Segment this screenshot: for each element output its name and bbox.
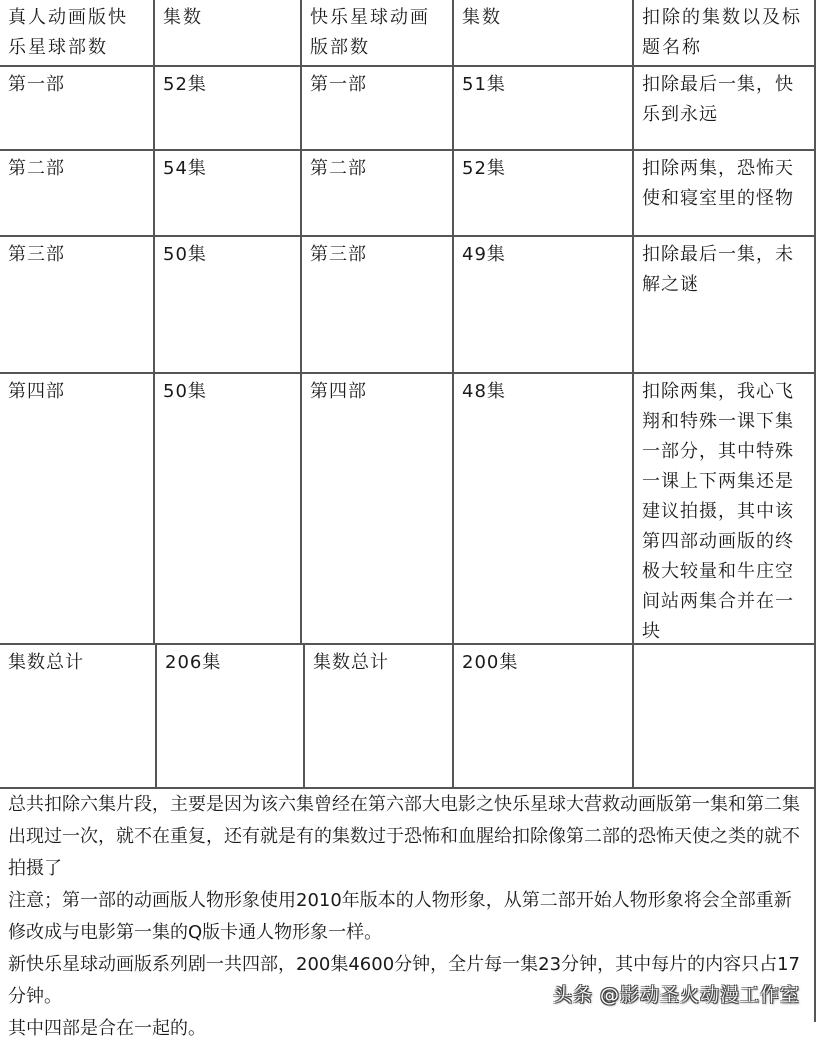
- table-cell: 48集: [454, 374, 634, 643]
- table-cell: 200集: [454, 645, 634, 787]
- table-total-row: [0, 645, 816, 789]
- note-paragraph: 其中四部是合在一起的。: [8, 1018, 206, 1039]
- table-cell: 第三部: [302, 237, 454, 372]
- table-cell: 扣除最后一集，快乐到永远: [634, 67, 816, 149]
- table-row: [0, 67, 816, 151]
- table-cell: 集数总计: [305, 645, 454, 787]
- table-cell: 51集: [454, 67, 634, 149]
- note-paragraph: 总共扣除六集片段，主要是因为该六集曾经在第六部大电影之快乐星球大营救动画版第一集和第二集出现过一次，就不在重复，还有就是有的集数过于恐怖和血腥给扣除像第二部的恐怖天使之类的就不拍摄了: [8, 794, 800, 879]
- header-cell: 集数: [155, 0, 302, 65]
- table-cell: 50集: [155, 374, 302, 643]
- table-row: [0, 237, 816, 374]
- table-cell: 52集: [155, 67, 302, 149]
- header-cell: 集数: [454, 0, 634, 65]
- table-cell: 52集: [454, 151, 634, 235]
- note-paragraph: 新快乐星球动画版系列剧一共四部，200集4600分钟，全片每一集23分钟，其中每片的内容只占17分钟。: [8, 954, 800, 1007]
- table-cell: 扣除最后一集，未解之谜: [634, 237, 816, 372]
- table-cell: 第二部: [0, 151, 155, 235]
- header-cell: 真人动画版快乐星球部数: [0, 0, 155, 65]
- table-cell: 50集: [155, 237, 302, 372]
- table-cell: 第四部: [0, 374, 155, 643]
- table-cell: [634, 645, 816, 787]
- table-cell: 第一部: [302, 67, 454, 149]
- table-cell: 第二部: [302, 151, 454, 235]
- table-cell: 206集: [157, 645, 305, 787]
- table-row: [0, 374, 816, 645]
- note-paragraph: 注意；第一部的动画版人物形象使用2010年版本的人物形象，从第二部开始人物形象将会全部重新修改成与电影第一集的Q版卡通人物形象一样。: [8, 890, 792, 943]
- table-cell: 54集: [155, 151, 302, 235]
- header-cell: 扣除的集数以及标题名称: [634, 0, 816, 65]
- table-cell: 第一部: [0, 67, 155, 149]
- header-cell: 快乐星球动画版部数: [302, 0, 454, 65]
- table-cell: 49集: [454, 237, 634, 372]
- watermark: 头条 @影动圣火动漫工作室: [552, 984, 800, 1006]
- table-cell: 扣除两集，恐怖天使和寝室里的怪物: [634, 151, 816, 235]
- table-cell: 集数总计: [0, 645, 157, 787]
- table-header-row: [0, 0, 816, 67]
- table-cell: 第三部: [0, 237, 155, 372]
- table-cell: 扣除两集，我心飞翔和特殊一课下集一部分，其中特殊一课上下两集还是建议拍摄，其中该第四部动画版的终极大较量和牛庄空间站两集合并在一块: [634, 374, 816, 643]
- table-cell: 第四部: [302, 374, 454, 643]
- table-row: [0, 151, 816, 237]
